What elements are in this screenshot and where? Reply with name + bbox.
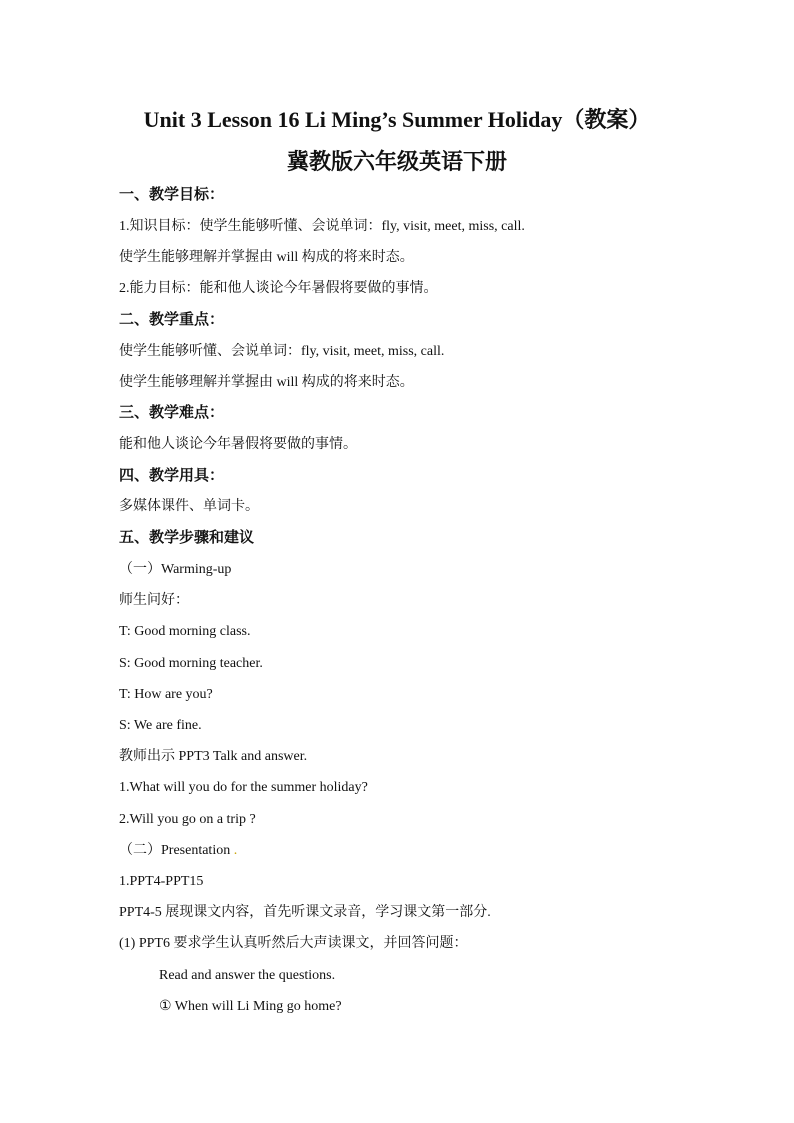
tools-heading: 四、教学用具： (119, 468, 225, 484)
goal-ability: 2.能力目标：能和他人谈论今年暑假将要做的事情。 (119, 281, 438, 296)
presentation-read: Read and answer the questions. (159, 968, 336, 983)
dialog-line: T: Good morning class. (119, 624, 251, 639)
difficulty-heading: 三、教学难点： (119, 405, 225, 421)
document-subtitle: 冀教版六年级英语下册 (286, 149, 507, 174)
warmup-greet: 师生问好： (119, 593, 189, 608)
difficulty-1: 能和他人谈论今年暑假将要做的事情。 (119, 437, 357, 452)
presentation-question: ① When will Li Ming go home? (159, 999, 342, 1014)
goal-knowledge-cont: 使学生能够理解并掌握由 will 构成的将来时态。 (119, 250, 414, 265)
presentation-label (119, 842, 237, 860)
document-title: Unit 3 Lesson 16 Li Ming’s Summer Holiday（教案） (143, 107, 651, 132)
presentation-step-3: (1) PPT6 要求学生认真听然后大声读课文，并回答问题： (119, 936, 468, 951)
tools-1: 多媒体课件、单词卡。 (119, 499, 259, 514)
key-point-2: 使学生能够理解并掌握由 will 构成的将来时态。 (119, 375, 414, 390)
dialog-line: S: Good morning teacher. (119, 656, 263, 671)
steps-heading: 五、教学步骤和建议 (119, 530, 255, 546)
presentation-label-text: （二）Presentation (119, 843, 231, 858)
presentation-dot: . (233, 843, 238, 858)
goals-heading: 一、教学目标： (119, 187, 225, 203)
warmup-label: （一）Warming-up (119, 562, 232, 577)
question-1: 1.What will you do for the summer holiday? (119, 780, 368, 795)
key-points-heading: 二、教学重点： (119, 312, 225, 328)
dialog-line: T: How are you? (119, 687, 213, 702)
dialog-line: S: We are fine. (119, 718, 202, 733)
ppt3-instruction: 教师出示 PPT3 Talk and answer. (119, 749, 308, 764)
presentation-step-1: 1.PPT4-PPT15 (119, 874, 204, 889)
presentation-step-2: PPT4-5 展现课文内容，首先听课文录音，学习课文第一部分. (119, 905, 491, 920)
key-point-1: 使学生能够听懂、会说单词：fly, visit, meet, miss, call. (119, 344, 445, 359)
goal-knowledge: 1.知识目标：使学生能够听懂、会说单词：fly, visit, meet, miss, call. (119, 219, 525, 234)
question-2: 2.Will you go on a trip ? (119, 812, 256, 827)
